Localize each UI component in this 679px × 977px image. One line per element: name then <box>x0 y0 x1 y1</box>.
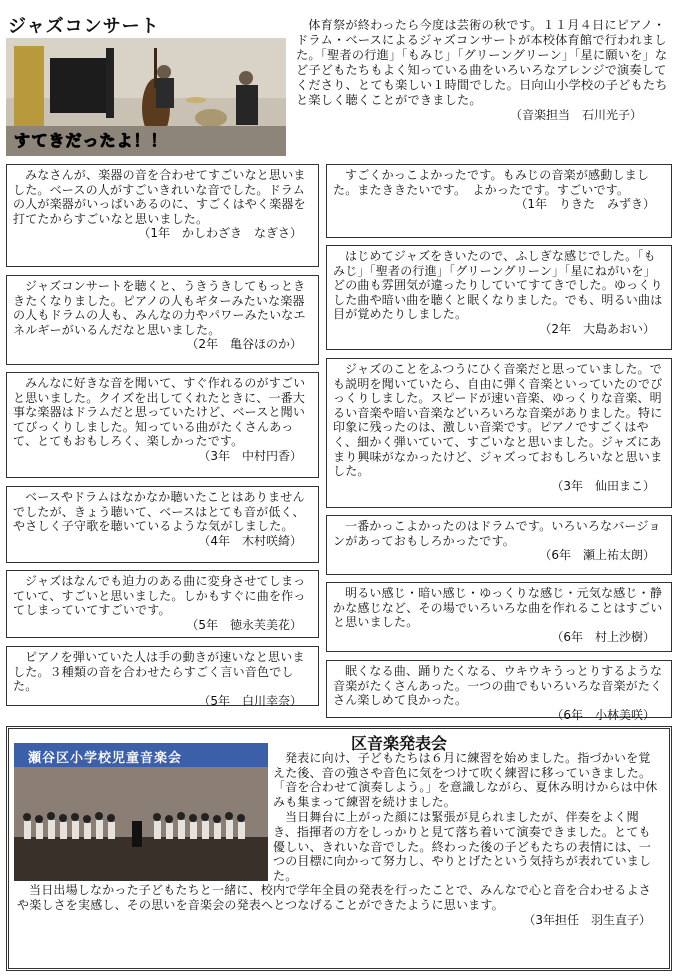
comment-box <box>326 358 672 508</box>
comment-box <box>6 486 319 563</box>
comment-text: 一番かっこよかったのはドラムです。いろいろなバージョンがあっておもしろかったです。 <box>333 519 661 548</box>
ward-banner-text: 瀬谷区小学校児童音楽会 <box>28 751 183 766</box>
comment-signature: （1年 かしわざき なぎさ） <box>138 226 302 241</box>
comment-box <box>6 372 319 478</box>
ward-title: 区音楽発表会 <box>350 734 447 753</box>
ward-concert-photo <box>14 743 268 881</box>
comment-signature: （1年 りきた みずき） <box>515 197 655 212</box>
jazz-intro-text: 体育祭が終わったら今度は芸術の秋です。１１月４日にピアノ・ドラム・ベースによるジャズコンサートが本校体育館で行われました。「聖者の行進」「もみじ」「グリーングリーン」「星に願いを」など子どもたちもよく知っている曲をいろいろなアレンジで演奏してくださり、とても楽しい１時間でした。日向山小学校の子どもたちと楽しく聴くことができました。 <box>296 18 668 107</box>
comment-signature: （6年 村上沙樹） <box>551 629 655 644</box>
comment-text: ピアノを弾いていた人は手の動きが速いなと思いました。３種類の音を合わせたらすごく言い音色でした。 <box>13 650 305 694</box>
comment-signature: （5年 白川幸奈） <box>198 693 302 708</box>
comment-signature: （6年 小林美咲） <box>551 707 655 722</box>
jazz-title: ジャズコンサート <box>8 16 160 37</box>
comment-text: 明るい感じ・暗い感じ・ゆっくりな感じ・元気な感じ・静かな感じなど、その場でいろいろな曲を作れることはすごいと思いました。 <box>333 586 663 630</box>
comment-signature: （6年 瀬上祐太朗） <box>539 548 655 563</box>
comment-text: すごくかっこよかったです。もみじの音楽が感動しました。またききたいです。 よかったです。すごいです。 <box>333 168 650 197</box>
comment-signature: （5年 徳永芙美花） <box>186 617 302 632</box>
comment-box <box>6 164 319 267</box>
photo-caption: すてきだったよ！！ <box>14 131 168 150</box>
comment-text: ジャズのことをふつうにひく音楽だと思っていました。でも説明を聞いていたら、自由に弾く音楽といっていたのでびっくりしました。スピードが速い音楽、ゆっくりな音楽、明るい音楽や暗い音楽などいろいろな音楽がありました。特に印象に残ったのは、激しい音楽です。ピアノですごくはやく、細かく弾いていて、すごいなと思いました。ジャズにあまり興味がなかったけど、ジャズっておもしろいなと思いました。 <box>333 362 663 479</box>
comment-text: ベースやドラムはなかなか聴いたことはありませんでしたが、きょう聴いて、ベースはとても音が低く、やさしく子守歌を聴いているような気がしました。 <box>13 490 305 534</box>
ward-signature: （3年担任 羽生直子） <box>523 912 651 927</box>
comment-box <box>6 570 319 638</box>
comment-box <box>326 582 672 652</box>
comment-text: ジャズはなんでも迫力のある曲に変身させてしまっていて、すごいと思いました。しかもすぐに曲を作ってしまっていてすごいです。 <box>13 574 306 618</box>
ward-concert-section <box>6 726 672 971</box>
comment-text: ジャズコンサートを聴くと、うきうきしてもっとききたくなりました。ピアノの人もギターみたいな楽器の人もドラムの人も、みんなの力やパワーみたいなエネルギーがいるんだなと思いました。 <box>13 279 306 337</box>
comment-signature: （4年 木村咲綺） <box>198 533 302 548</box>
ward-paragraph-3: 当日出場しなかった子どもたちと一緒に、校内で学年全員の発表を行ったことで、みんなで心と音を合わせるよさや楽しさを実感し、その思いを音楽会の発表へとつなげることができたように思います。 <box>17 883 651 912</box>
comment-box <box>326 164 672 238</box>
comment-text: 眠くなる曲、踊りたくなる、ウキウキうっとりするような音楽がたくさんあった。一つの曲でもいろいろな音楽がたくさん楽しめて良かった。 <box>333 664 663 708</box>
comment-signature: （3年 中村円香） <box>198 448 302 463</box>
jazz-intro-signature: （音楽担当 石川光子） <box>509 108 642 122</box>
comment-signature: （2年 亀谷ほのか） <box>186 337 302 352</box>
comment-text: みなさんが、楽器の音を合わせてすごいなと思いました。ベースの人がすごいきれいな音でした。ドラムの人が楽器がいっぱいあるのに、すごくはやく楽器を打てたからすごいなと思いました。 <box>13 168 306 226</box>
comment-text: はじめてジャズをきいたので、ふしぎな感じでした。「もみじ」「聖者の行進」「グリーングリーン」「星にねがいを」どの曲も雰囲気が違ったりしていてすてきでした。ゆっくりした曲や暗い曲を聴くと眠くなりました。でも、明るい曲は目が覚めたりしました。 <box>333 249 663 322</box>
ward-paragraph-2: 当日舞台に上がった顔には緊張が見られましたが、伴奏をよく聞き、指揮者の方をしっかりと見て落ち着いて演奏できました。とても優しい、きれいな音でした。終わった後の子どもたちの表情には、一つの目標に向かって努力し、やりとげたという気持ちが表れていました。 <box>273 810 652 883</box>
comment-box <box>326 515 672 575</box>
ward-paragraph-1: 発表に向け、子どもたちは６月に練習を始めました。指づかいを覚えた後、音の強さや音色に気をつけて吹く練習に移っていきました。「音を合わせて演奏しよう。」を意識しながら、夏休み明けからは中休みも集まって練習を続けました。 <box>273 751 658 809</box>
comment-text: みんなに好きな音を聞いて、すぐ作れるのがすごいと思いました。クイズを出してくれたときに、一番大事な楽器はドラムだと思っていたけど、ベースと聞いてびっくりしました。知っている曲がたくさんあって、とてもおもしろく、楽しかったです。 <box>13 376 306 449</box>
comment-box <box>6 646 319 706</box>
comment-box <box>326 245 672 350</box>
comment-signature: （3年 仙田まこ） <box>551 478 655 493</box>
comment-box <box>326 660 672 722</box>
comment-box <box>6 275 319 365</box>
comment-signature: （2年 大島あおい） <box>539 321 655 336</box>
